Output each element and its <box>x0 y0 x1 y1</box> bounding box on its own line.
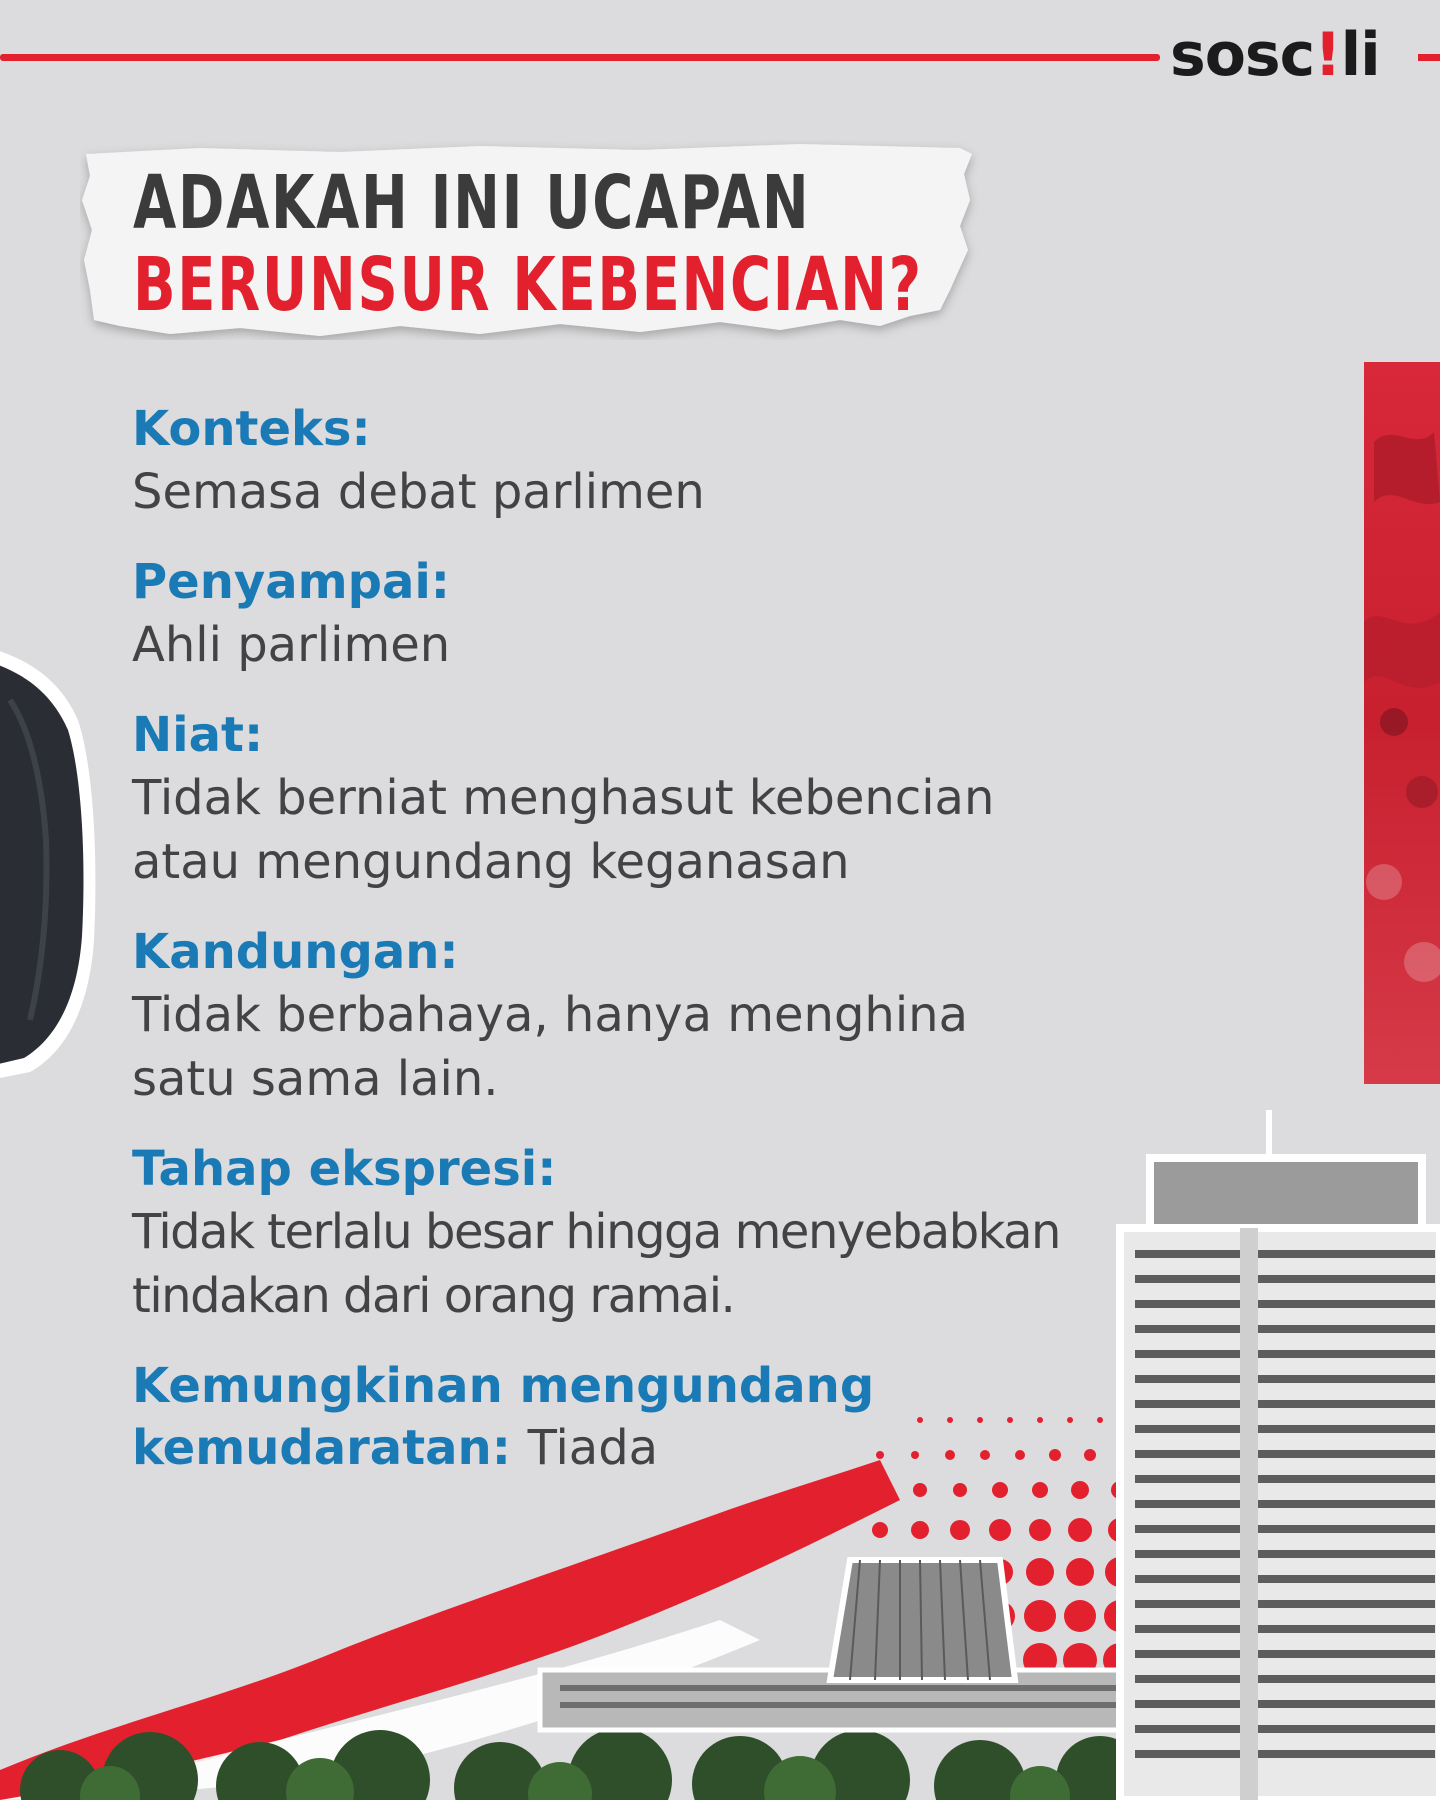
item-label: Niat: <box>132 707 264 763</box>
title-line-1: ADAKAH INI UCAPAN <box>133 160 811 246</box>
criteria-list <box>132 398 1132 1506</box>
item-value: Ahli parlimen <box>132 617 451 673</box>
list-item <box>132 704 1132 894</box>
item-value: Tidak berniat menghasut kebencian atau mengundang keganasan <box>132 770 995 890</box>
list-item <box>132 1138 1132 1328</box>
top-divider-line-end <box>1418 54 1440 61</box>
item-label: Kandungan: <box>132 924 459 980</box>
crowd-photo-panel <box>1364 362 1440 1084</box>
top-divider-line <box>0 54 1160 61</box>
brand-logo: sosc!li <box>1170 20 1380 90</box>
list-item <box>132 551 1132 677</box>
list-item <box>132 921 1132 1111</box>
person-photo-cutout <box>0 640 100 1080</box>
page-title <box>133 162 923 326</box>
item-label: Konteks: <box>132 401 371 457</box>
item-label: Penyampai: <box>132 554 450 610</box>
item-label: Tahap ekspresi: <box>132 1141 557 1197</box>
title-line-2: BERUNSUR KEBENCIAN? <box>133 242 923 328</box>
item-value: Tidak terlalu besar hingga menyebabkan tindakan dari orang ramai. <box>132 1204 1060 1324</box>
item-label-cont: kemudaratan: Tiada <box>132 1420 659 1476</box>
item-value: Semasa debat parlimen <box>132 464 705 520</box>
list-item <box>132 398 1132 524</box>
item-label: Kemungkinan mengundang <box>132 1358 875 1414</box>
item-value: Tidak berbahaya, hanya menghina satu sama lain. <box>132 987 969 1107</box>
list-item <box>132 1355 1132 1479</box>
item-value: Tiada <box>527 1420 659 1476</box>
